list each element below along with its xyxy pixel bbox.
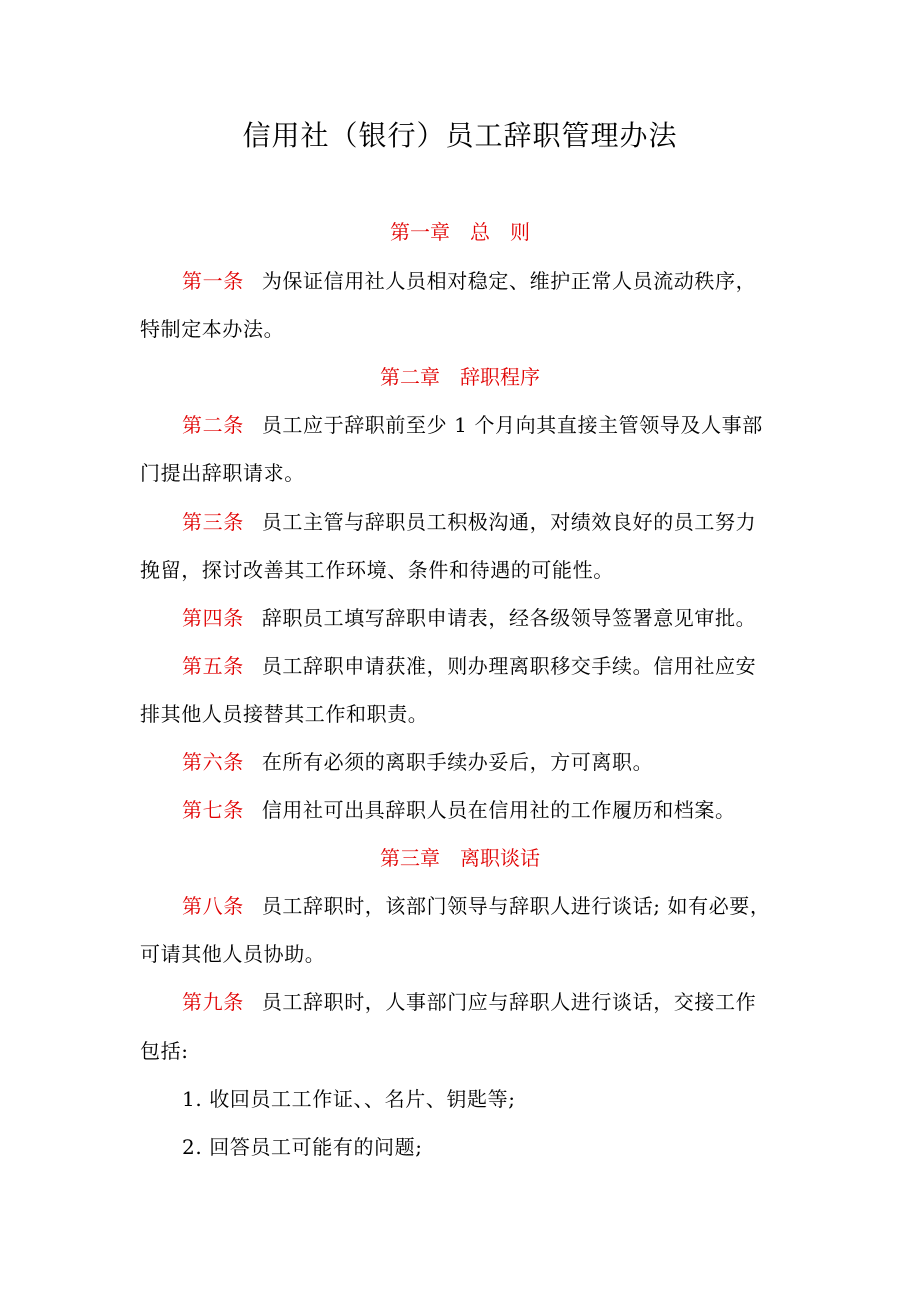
chapter-heading-3: [0, 843, 920, 873]
article-8-line-2: 可请其他人员协助。: [140, 942, 326, 966]
chapter-label: 第三章: [380, 846, 440, 870]
article-text: 员工辞职申请获准，则办理离职移交手续。信用社应安: [261, 654, 757, 678]
chapter-label: 第一章: [390, 220, 450, 244]
article-9-line-2: 包括:: [140, 1039, 189, 1063]
article-4-line-1: [182, 603, 785, 633]
article-6-line-1: [182, 747, 785, 777]
article-8-line-1: [182, 891, 785, 921]
article-1-line-2: 特制定本办法。: [140, 317, 285, 341]
article-9-line-1: [182, 987, 785, 1017]
article-3-line-1: [182, 507, 785, 537]
article-2-line-2: 门提出辞职请求。: [140, 461, 305, 485]
chapter-label: 第二章: [380, 365, 440, 389]
chapter-name: 离职谈话: [460, 846, 540, 870]
article-3-line-2: 挽留，探讨改善其工作环境、条件和待遇的可能性。: [140, 558, 614, 582]
article-label: 第六条: [182, 750, 244, 774]
article-label: 第一条: [182, 269, 244, 293]
chapter-name: 总 则: [470, 220, 530, 244]
article-text: 员工应于辞职前至少 1 个月向其直接主管领导及人事部: [261, 413, 763, 437]
article-label: 第四条: [182, 606, 244, 630]
article-text: 员工主管与辞职员工积极沟通，对绩效良好的员工努力: [261, 510, 757, 534]
article-label: 第八条: [182, 894, 244, 918]
article-text: 为保证信用社人员相对稳定、维护正常人员流动秩序，: [261, 269, 757, 293]
list-item: 1. 收回员工工作证、、名片、钥匙等;: [182, 1087, 516, 1111]
article-text: 在所有必须的离职手续办妥后，方可离职。: [261, 750, 654, 774]
chapter-heading-1: [0, 217, 920, 247]
article-label: 第七条: [182, 798, 244, 822]
article-label: 第三条: [182, 510, 244, 534]
chapter-name: 辞职程序: [460, 365, 540, 389]
document-title: 信用社（银行）员工辞职管理办法: [242, 119, 678, 152]
article-text: 辞职员工填写辞职申请表，经各级领导签署意见审批。: [261, 606, 757, 630]
article-text: 员工辞职时，该部门领导与辞职人进行谈话; 如有必要，: [261, 894, 771, 918]
article-5-line-2: 排其他人员接替其工作和职责。: [140, 702, 429, 726]
article-text: 员工辞职时，人事部门应与辞职人进行谈话，交接工作: [261, 990, 757, 1014]
article-label: 第九条: [182, 990, 244, 1014]
chapter-heading-2: [0, 362, 920, 392]
article-label: 第二条: [182, 413, 244, 437]
article-text: 信用社可出具辞职人员在信用社的工作履历和档案。: [261, 798, 736, 822]
article-7-line-1: [182, 795, 785, 825]
list-item: 2. 回答员工可能有的问题;: [182, 1135, 423, 1159]
article-1-line-1: [182, 266, 785, 296]
article-5-line-1: [182, 651, 785, 681]
article-2-line-1: [182, 410, 785, 440]
article-label: 第五条: [182, 654, 244, 678]
